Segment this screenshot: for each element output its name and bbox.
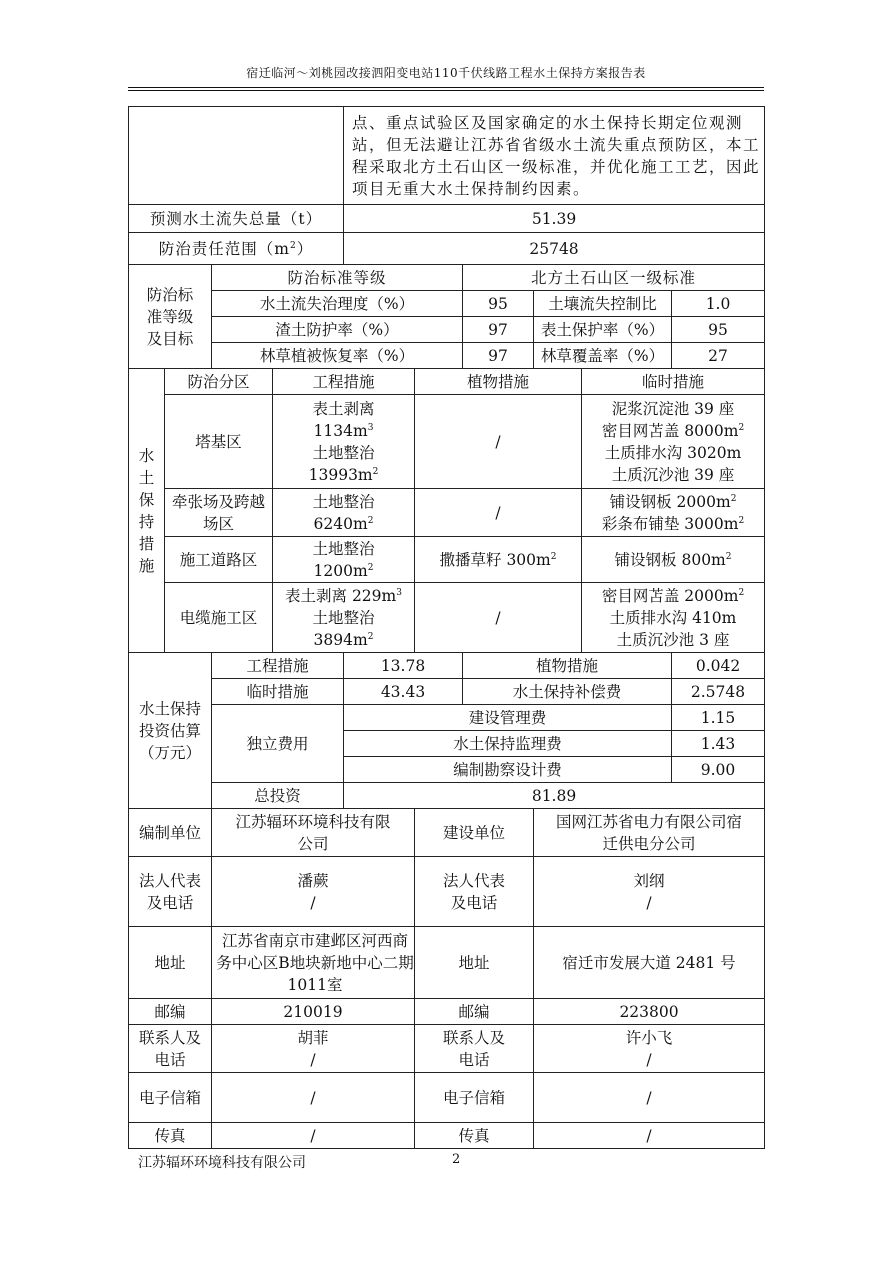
loss-value: 51.39 xyxy=(344,205,765,233)
tension-temp: 铺设钢板 $2000m^2$ 彩条布铺垫 $3000m^2$ xyxy=(582,489,765,537)
compiler-addr-label: 地址 xyxy=(129,927,212,999)
cable-temp: 密目网苫盖 $2000m^2$ 土质排水沟 410m 土质沉沙池 3 座 xyxy=(582,583,765,653)
compiler-legal-label: 法人代表及电话 xyxy=(129,857,212,927)
standard-value: 97 xyxy=(463,317,534,343)
loss-label: 预测水土流失总量（t） xyxy=(129,205,344,233)
builder-fax-label: 传真 xyxy=(415,1123,534,1149)
builder-zip-value: 223800 xyxy=(534,999,765,1025)
compiler-contact-label: 联系人及电话 xyxy=(129,1025,212,1073)
tower-plant: / xyxy=(415,395,582,489)
standard-level-label: 防治标准等级 xyxy=(212,265,463,291)
standard-value: 95 xyxy=(672,317,765,343)
scope-value: 25748 xyxy=(344,233,765,265)
tower-temp: 泥浆沉淀池 39 座 密目网苫盖 $8000m^2$ 土质排水沟 3020m 土质沉沙池 39 座 xyxy=(582,395,765,489)
standard-value: 1.0 xyxy=(672,291,765,317)
compiler-contact-value: 胡菲 / xyxy=(212,1025,415,1073)
inv-mgmt-label: 建设管理费 xyxy=(344,705,672,731)
report-table xyxy=(128,106,765,1149)
measures-header-temp: 临时措施 xyxy=(582,369,765,395)
standard-label: 土壤流失控制比 xyxy=(534,291,672,317)
standard-label: 林草覆盖率（%） xyxy=(534,343,672,369)
compiler-zip-label: 邮编 xyxy=(129,999,212,1025)
tension-eng: 土地整治 $6240m^2$ xyxy=(273,489,415,537)
zone-tower: 塔基区 xyxy=(165,395,273,489)
standard-value: 97 xyxy=(463,343,534,369)
inv-plant-label: 植物措施 xyxy=(463,653,672,679)
builder-addr-label: 地址 xyxy=(415,927,534,999)
compiler-fax-value: / xyxy=(212,1123,415,1149)
builder-zip-label: 邮编 xyxy=(415,999,534,1025)
builder-label: 建设单位 xyxy=(415,809,534,857)
standard-value: 95 xyxy=(463,291,534,317)
page-number: 2 xyxy=(452,1152,461,1167)
road-eng: 土地整治 $1200m^2$ xyxy=(273,537,415,583)
inv-eng-label: 工程措施 xyxy=(212,653,344,679)
builder-value: 国网江苏省电力有限公司宿迁供电分公司 xyxy=(534,809,765,857)
road-plant: 撒播草籽 $300m^2$ xyxy=(415,537,582,583)
inv-total-value: 81.89 xyxy=(344,783,765,809)
cable-plant: / xyxy=(415,583,582,653)
builder-legal-value: 刘纲 / xyxy=(534,857,765,927)
compiler-label: 编制单位 xyxy=(129,809,212,857)
standard-label: 林草植被恢复率（%） xyxy=(212,343,463,369)
builder-fax-value: / xyxy=(534,1123,765,1149)
tension-plant: / xyxy=(415,489,582,537)
inv-super-label: 水土保持监理费 xyxy=(344,731,672,757)
standard-value: 27 xyxy=(672,343,765,369)
measures-group-label: 水土保持措施 xyxy=(129,369,165,653)
compiler-email-value: / xyxy=(212,1073,415,1123)
inv-temp-value: 43.43 xyxy=(344,679,463,705)
measures-header-eng: 工程措施 xyxy=(273,369,415,395)
page-header: 宿迁临河～刘桃园改接泗阳变电站110千伏线路工程水土保持方案报告表 xyxy=(128,64,764,88)
builder-contact-label: 联系人及电话 xyxy=(415,1025,534,1073)
inv-eng-value: 13.78 xyxy=(344,653,463,679)
compiler-fax-label: 传真 xyxy=(129,1123,212,1149)
zone-road: 施工道路区 xyxy=(165,537,273,583)
builder-email-label: 电子信箱 xyxy=(415,1073,534,1123)
measures-header-plant: 植物措施 xyxy=(415,369,582,395)
intro-blank xyxy=(129,107,344,205)
inv-total-label: 总投资 xyxy=(212,783,344,809)
footer-company: 江苏辐环环境科技有限公司 xyxy=(138,1155,306,1171)
inv-plant-value: 0.042 xyxy=(672,653,765,679)
compiler-email-label: 电子信箱 xyxy=(129,1073,212,1123)
inv-comp-label: 水土保持补偿费 xyxy=(463,679,672,705)
compiler-zip-value: 210019 xyxy=(212,999,415,1025)
zone-tension: 牵张场及跨越场区 xyxy=(165,489,273,537)
zone-cable: 电缆施工区 xyxy=(165,583,273,653)
inv-design-label: 编制勘察设计费 xyxy=(344,757,672,783)
standard-label: 表土保护率（%） xyxy=(534,317,672,343)
inv-super-value: 1.43 xyxy=(672,731,765,757)
investment-group-label: 水土保持投资估算（万元） xyxy=(129,653,212,809)
builder-email-value: / xyxy=(534,1073,765,1123)
road-temp: 铺设钢板 $800m^2$ xyxy=(582,537,765,583)
standard-group-label: 防治标准等级及目标 xyxy=(129,265,212,369)
standard-label: 渣土防护率（%） xyxy=(212,317,463,343)
cable-eng: 表土剥离 $229m^3$ 土地整治 $3894m^2$ xyxy=(273,583,415,653)
compiler-addr-value: 江苏省南京市建邺区河西商务中心区B地块新地中心二期1011室 xyxy=(212,927,415,999)
scope-label: 防治责任范围$(m^2)$ xyxy=(129,233,344,265)
compiler-legal-value: 潘蕨 / xyxy=(212,857,415,927)
header-rule xyxy=(128,90,764,91)
standard-level-value: 北方土石山区一级标准 xyxy=(463,265,765,291)
measures-header-zone: 防治分区 xyxy=(165,369,273,395)
builder-addr-value: 宿迁市发展大道 2481 号 xyxy=(534,927,765,999)
intro-text: 点、重点试验区及国家确定的水土保持长期定位观测站，但无法避让江苏省省级水土流失重点预防区，本工程采取北方土石山区一级标准，并优化施工工艺，因此项目无重大水土保持制约因素。 xyxy=(344,107,765,205)
inv-temp-label: 临时措施 xyxy=(212,679,344,705)
inv-design-value: 9.00 xyxy=(672,757,765,783)
tower-eng: 表土剥离 $1134m^3$ 土地整治 $13993m^2$ xyxy=(273,395,415,489)
standard-label: 水土流失治理度（%） xyxy=(212,291,463,317)
inv-mgmt-value: 1.15 xyxy=(672,705,765,731)
inv-comp-value: 2.5748 xyxy=(672,679,765,705)
builder-contact-value: 许小飞 / xyxy=(534,1025,765,1073)
inv-indep-label: 独立费用 xyxy=(212,705,344,783)
builder-legal-label: 法人代表及电话 xyxy=(415,857,534,927)
compiler-value: 江苏辐环环境科技有限公司 xyxy=(212,809,415,857)
